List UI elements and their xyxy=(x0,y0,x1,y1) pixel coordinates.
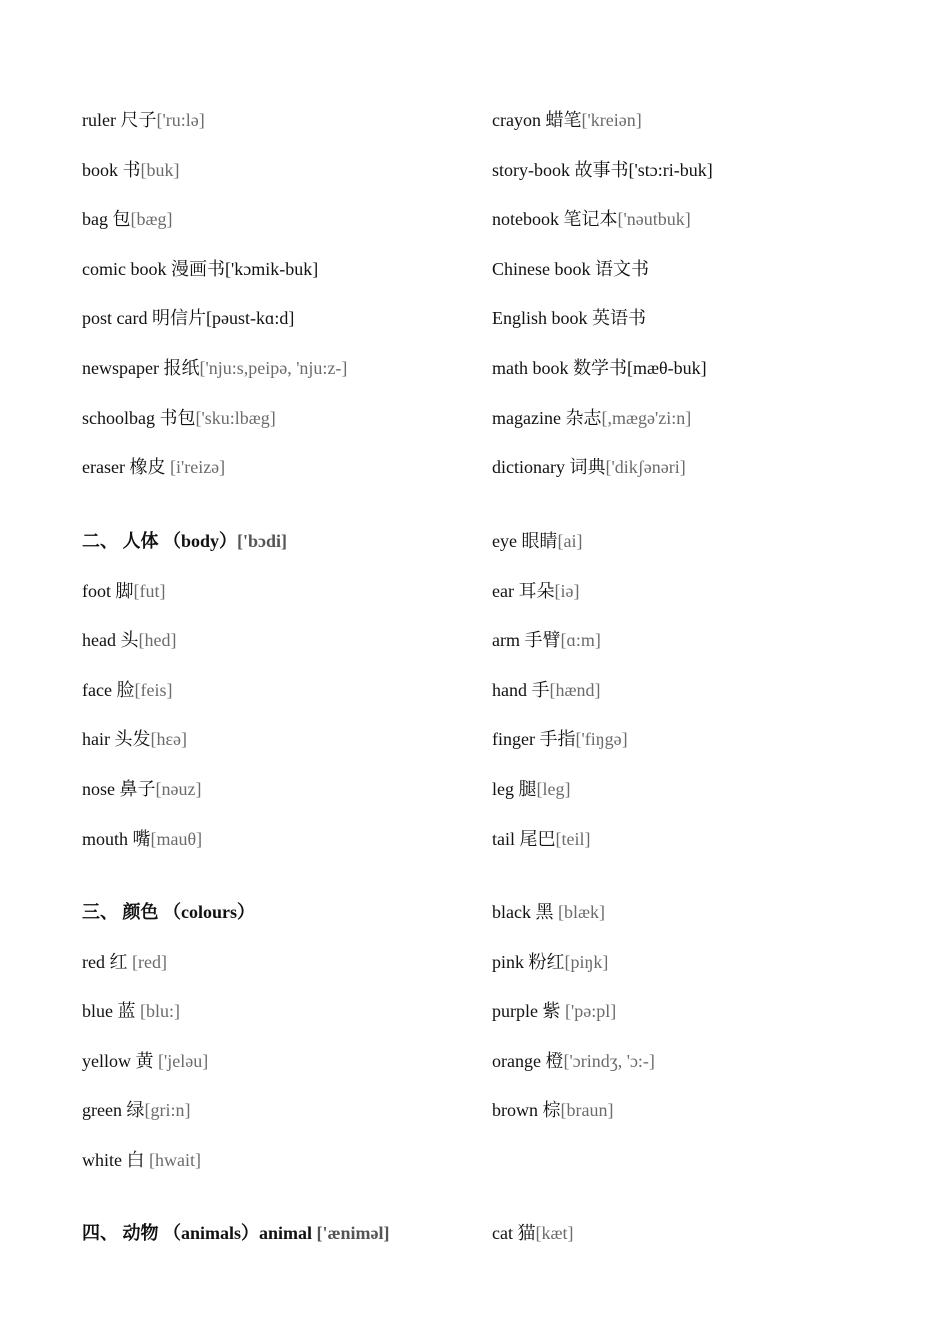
vocab-word: notebook 笔记本 xyxy=(492,209,618,230)
vocab-row xyxy=(0,257,950,307)
vocab-word: arm 手臂 xyxy=(492,630,561,651)
phonetic-transcription: [blu:] xyxy=(140,1001,180,1022)
phonetic-transcription: [i'reizə] xyxy=(169,457,226,478)
vocab-word: English book 英语书 xyxy=(492,308,647,329)
phonetic-transcription: ['nəutbuk] xyxy=(617,209,691,230)
phonetic-transcription: [blæk] xyxy=(557,902,605,922)
phonetic-transcription: [kæt] xyxy=(535,1223,574,1243)
vocab-entry xyxy=(82,777,201,801)
phonetic-transcription: [mæθ-buk] xyxy=(627,357,707,378)
vocab-entry xyxy=(82,207,173,231)
phonetic-transcription: ['sku:lbæg] xyxy=(195,407,276,428)
vocab-section xyxy=(0,108,950,505)
vocab-word: finger 手指 xyxy=(492,729,576,750)
phonetic-transcription: ['bɔdi] xyxy=(237,531,288,551)
vocab-section xyxy=(0,529,950,876)
vocab-word: ruler 尺子 xyxy=(82,110,157,130)
vocab-entry xyxy=(492,999,616,1023)
phonetic-transcription: ['stɔ:ri-buk] xyxy=(628,159,713,180)
phonetic-transcription: [fut] xyxy=(133,580,166,601)
vocab-word: brown 棕 xyxy=(492,1100,561,1121)
vocab-word: magazine 杂志 xyxy=(492,407,602,428)
vocab-row xyxy=(0,158,950,208)
phonetic-transcription: [buk] xyxy=(140,159,180,180)
vocab-entry xyxy=(492,777,570,801)
vocab-entry xyxy=(492,257,649,281)
vocab-row xyxy=(0,406,950,456)
vocab-word: Chinese book 语文书 xyxy=(492,258,649,279)
vocab-row xyxy=(0,777,950,827)
vocab-word: hair 头发 xyxy=(82,729,151,750)
vocab-word: white 白 xyxy=(82,1149,149,1170)
vocab-entry xyxy=(492,1098,613,1122)
vocab-entry xyxy=(82,306,294,330)
vocab-row xyxy=(0,356,950,406)
vocab-entry xyxy=(82,827,202,851)
vocab-entry xyxy=(492,529,582,553)
vocab-word: blue 蓝 xyxy=(82,1001,140,1022)
phonetic-transcription: [hænd] xyxy=(549,679,601,700)
vocab-entry xyxy=(82,1049,208,1073)
phonetic-transcription: [hɛə] xyxy=(150,729,188,750)
vocab-word: yellow 黄 xyxy=(82,1050,158,1071)
vocab-row xyxy=(0,455,950,505)
vocab-word: comic book 漫画书 xyxy=(82,258,225,279)
vocab-entry xyxy=(492,356,707,380)
phonetic-transcription: [feis] xyxy=(134,679,173,700)
vocab-entry xyxy=(82,356,347,380)
phonetic-transcription: [pəust-kɑ:d] xyxy=(205,308,295,329)
phonetic-transcription: [,mægə'zi:n] xyxy=(601,407,692,428)
vocab-entry xyxy=(492,1221,573,1245)
vocab-word: tail 尾巴 xyxy=(492,828,556,849)
vocab-entry xyxy=(492,207,691,231)
section-heading xyxy=(82,1221,390,1245)
vocab-entry xyxy=(492,827,590,851)
vocab-entry xyxy=(492,455,686,479)
vocab-word: foot 脚 xyxy=(82,580,134,601)
vocab-entry xyxy=(492,108,642,132)
vocab-row xyxy=(0,1148,950,1198)
phonetic-transcription: ['ænimәl] xyxy=(316,1223,390,1243)
vocab-word: eye 眼睛 xyxy=(492,531,558,551)
phonetic-transcription: ['jeləu] xyxy=(158,1050,209,1071)
phonetic-transcription: [nəuz] xyxy=(155,778,202,799)
vocab-entry xyxy=(492,158,713,182)
vocab-row xyxy=(0,900,950,950)
vocab-section xyxy=(0,1221,950,1271)
vocab-entry xyxy=(82,108,205,132)
vocab-entry xyxy=(82,727,187,751)
vocab-row xyxy=(0,678,950,728)
vocab-entry xyxy=(492,727,628,751)
phonetic-transcription: ['fiŋgə] xyxy=(575,729,628,750)
vocab-word: math book 数学书 xyxy=(492,357,627,378)
vocab-entry xyxy=(82,455,225,479)
vocab-word: head 头 xyxy=(82,630,139,651)
vocab-entry xyxy=(492,306,646,330)
vocab-word: ear 耳朵 xyxy=(492,580,555,601)
vocab-row xyxy=(0,950,950,1000)
vocab-entry xyxy=(492,579,579,603)
phonetic-transcription: [bæg] xyxy=(130,209,173,230)
vocab-row xyxy=(0,727,950,777)
vocab-word: schoolbag 书包 xyxy=(82,407,196,428)
phonetic-transcription: ['kreiən] xyxy=(581,110,642,130)
vocab-entry xyxy=(492,950,608,974)
vocab-word: newspaper 报纸 xyxy=(82,357,200,378)
phonetic-transcription: ['ru:lə] xyxy=(156,110,205,130)
vocab-row xyxy=(0,999,950,1049)
section-heading xyxy=(82,900,255,924)
vocab-row xyxy=(0,207,950,257)
phonetic-transcription: [leg] xyxy=(536,778,571,799)
vocab-row xyxy=(0,628,950,678)
vocab-word: pink 粉红 xyxy=(492,951,565,972)
vocab-section xyxy=(0,900,950,1198)
vocab-entry xyxy=(492,406,691,430)
vocab-entry xyxy=(492,1049,655,1073)
vocab-word: eraser 橡皮 xyxy=(82,457,170,478)
vocab-word: green 绿 xyxy=(82,1100,145,1121)
vocab-row xyxy=(0,529,950,579)
phonetic-transcription: [red] xyxy=(131,951,167,972)
phonetic-transcription: [hed] xyxy=(138,630,177,651)
vocab-word: leg 腿 xyxy=(492,778,537,799)
vocab-word: hand 手 xyxy=(492,679,550,700)
vocab-word: crayon 蜡笔 xyxy=(492,110,582,130)
vocab-entry xyxy=(492,628,601,652)
phonetic-transcription: [teil] xyxy=(555,828,591,849)
phonetic-transcription: [iə] xyxy=(554,580,580,601)
vocab-row xyxy=(0,579,950,629)
vocab-entry xyxy=(492,900,605,924)
phonetic-transcription: [piŋk] xyxy=(564,951,609,972)
vocab-entry xyxy=(82,406,276,430)
vocab-entry xyxy=(82,579,165,603)
phonetic-transcription: [ɑ:m] xyxy=(560,630,601,651)
phonetic-transcription: [mauθ] xyxy=(150,828,203,849)
vocab-word: red 红 xyxy=(82,951,132,972)
vocab-word: black 黑 xyxy=(492,902,558,922)
vocab-word: 三、 颜色 （colours） xyxy=(82,902,255,922)
phonetic-transcription: ['nju:s,peipə, 'nju:z-] xyxy=(199,357,348,378)
section-heading xyxy=(82,529,287,553)
vocab-entry xyxy=(82,257,318,281)
vocab-word: cat 猫 xyxy=(492,1223,536,1243)
vocab-word: book 书 xyxy=(82,159,141,180)
vocab-word: 四、 动物 （animals）animal xyxy=(82,1223,317,1243)
vocab-row xyxy=(0,827,950,877)
vocab-row xyxy=(0,1049,950,1099)
phonetic-transcription: ['kɔmik-buk] xyxy=(224,258,319,279)
vocab-word: mouth 嘴 xyxy=(82,828,151,849)
vocab-word: nose 鼻子 xyxy=(82,778,156,799)
vocab-row xyxy=(0,1221,950,1271)
vocab-entry xyxy=(82,678,172,702)
phonetic-transcription: [braun] xyxy=(560,1100,614,1121)
vocab-word: post card 明信片 xyxy=(82,308,206,329)
vocab-entry xyxy=(82,950,167,974)
vocab-entry xyxy=(492,678,601,702)
phonetic-transcription: [hwait] xyxy=(149,1149,201,1170)
vocab-word: dictionary 词典 xyxy=(492,457,606,478)
vocab-word: story-book 故事书 xyxy=(492,159,629,180)
vocab-word: face 脸 xyxy=(82,679,135,700)
vocab-word: purple 紫 xyxy=(492,1001,565,1022)
vocab-entry xyxy=(82,1148,201,1172)
vocab-entry xyxy=(82,158,180,182)
vocab-entry xyxy=(82,628,176,652)
vocab-row xyxy=(0,1098,950,1148)
vocab-word: orange 橙 xyxy=(492,1050,564,1071)
vocab-word: 二、 人体 （body） xyxy=(82,531,238,551)
phonetic-transcription: ['pə:pl] xyxy=(564,1001,617,1022)
vocab-row xyxy=(0,306,950,356)
vocab-entry xyxy=(82,1098,190,1122)
phonetic-transcription: [ai] xyxy=(557,531,583,551)
vocab-entry xyxy=(82,999,180,1023)
phonetic-transcription: [gri:n] xyxy=(144,1100,191,1121)
vocab-word: bag 包 xyxy=(82,209,131,230)
phonetic-transcription: ['dikʃənəri] xyxy=(605,457,686,478)
phonetic-transcription: ['ɔrindʒ, 'ɔ:-] xyxy=(563,1050,655,1071)
vocab-row xyxy=(0,108,950,158)
